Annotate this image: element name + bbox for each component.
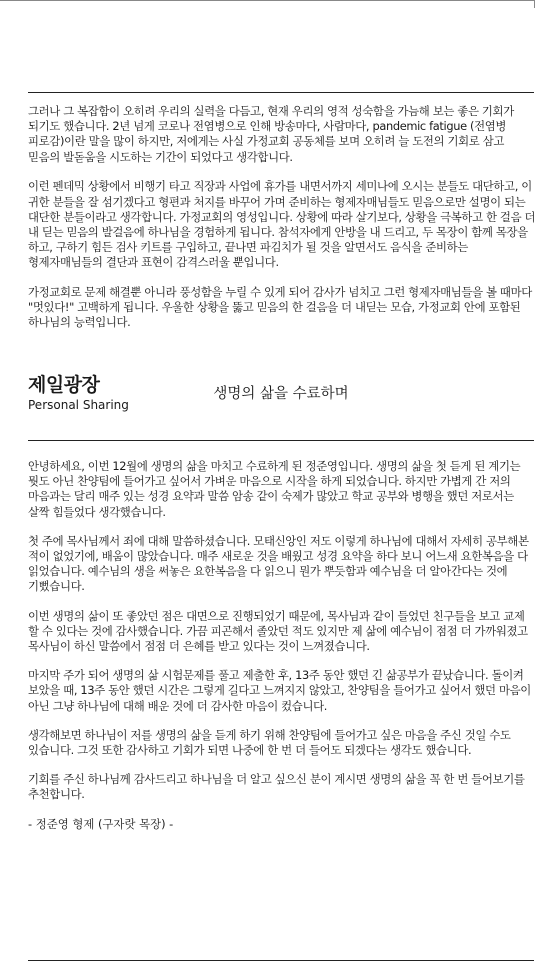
paragraph: 이런 펜데믹 상황에서 비행기 타고 직장과 사업에 휴가를 내면서까지 세미나에 오시는 분들도 대단하고, 이 귀한 분들을 잘 섬기겠다고 형편과 처지를 바꾸어 가며 준비하는 형제자매님들도 믿음으로만 설명이 되는 대단한 분들이라고 생각합니다. 가정교회의 영성입니다. 상황에 따라 살기보다, 상황을 극복하고 한 걸음 더 내 딛는 믿음의 발걸음에 하나님을 경험하게 됩니다. 참석자에게 안방을 내 드리고, 두 목장이 함께 목장을 하고, 구하기 힘든 검사 키트를 구입하고, 끝나면 파김치가 될 것을 알면서도 음식을 준비하는 형제자매님들의 결단과 표현이 감격스러울 뿐입니다. [28,179,535,270]
header-divider [28,440,534,441]
paragraph: 첫 주에 목사님께서 죄에 대해 말씀하셨습니다. 모태신앙인 저도 이렇게 하나님에 대해서 자세히 공부해본 적이 없었기에, 배움이 많았습니다. 매주 새로운 것을 배웠고 성경 요약을 하다 보니 어느새 요한복음을 다 읽었습니다. 예수님의 생을 써놓은 요한복음을 다 읽으니 뭔가 뿌듯함과 예수님을 더 알아간다는 것에 기뻤습니다. [28,533,529,594]
top-section [28,104,535,345]
article-title: 생명의 삶을 수료하며 [213,386,349,402]
paragraph: 안녕하세요, 이번 12월에 생명의 삶을 마치고 수료하게 된 정준영입니다. 생명의 삶을 첫 듣게 된 계기는 뭣도 아닌 찬양팀에 들어가고 싶어서 가벼운 마음으로 시작을 하게 되었습니다. 하지만 가볍게 간 저의 마음과는 달리 매주 있는 성경 요약과 말씀 암송 같이 숙제가 많았고 학교 공부와 병행을 했던 저로서는 살짝 힘들었다 생각했습니다. [28,459,521,519]
column-title: 제일광장 [28,374,100,396]
paragraph: 생각해보면 하나님이 저를 생명의 삶을 듣게 하기 위해 찬양팀에 들어가고 싶은 마음을 주신 것일 수도 있습니다. 그것 또한 감사하고 기회가 되면 나중에 한 번 더 들어도 되겠다는 생각도 했습니다. [28,727,511,758]
bottom-divider [28,960,534,961]
top-divider [28,92,534,93]
paragraph: 가정교회로 문제 해결뿐 아니라 풍성함을 누릴 수 있게 되어 감사가 넘치고 그런 형제자매님들을 볼 때마다 "멋있다!" 고백하게 됩니다. 우울한 상황을 뚫고 믿음의 한 걸음을 더 내딛는 모습, 가정교회 안에 포함된 하나님의 능력입니다. [28,285,532,330]
section-header [28,370,534,442]
paragraph: 그러나 그 복잡함이 오히려 우리의 실력을 다듬고, 현재 우리의 영적 성숙함을 가늠해 보는 좋은 기회가 되기도 했습니다. 2년 넘게 코로나 전염병으로 인해 방송마다, 사람마다, pandemic fatigue (전염병 피로감)이란 말을 많이 하지만, 저에게는 사실 가정교회 공동체를 보며 오히려 늘 도전의 기회로 삼고 믿음의 발돋움을 시도하는 기간이 되었다고 생각합니다. [28,104,514,164]
article-body [28,459,535,832]
page-frame [0,0,535,8]
paragraph: 마지막 주가 되어 생명의 삶 시험문제를 풀고 제출한 후, 13주 동안 했던 긴 삶공부가 끝났습니다. 돌이켜 보았을 때, 13주 동안 했던 시간은 그렇게 길다고 느껴지지 않았고, 찬양팀을 들어가고 싶어서 했던 마음이 아닌 그냥 하나님에 대해 배운 것에 더 감사한 마음이 컸습니다. [28,668,531,713]
paragraph: 기회를 주신 하나님께 감사드리고 하나님을 더 알고 싶으신 분이 계시면 생명의 삶을 꼭 한 번 들어보기를 추천합니다. [28,772,525,802]
paragraph: 이번 생명의 삶이 또 좋았던 점은 대면으로 진행되었기 때문에, 목사님과 같이 들었던 친구들을 보고 교제 할 수 있다는 것에 감사했습니다. 가끔 피곤해서 졸았던 적도 있지만 제 삶에 예수님이 점점 더 가까워졌고 목사님이 하신 말씀에서 점점 더 은혜를 받고 있다는 것이 느껴졌습니다. [28,608,528,654]
author-signature: - 정준영 형제 (구자랏 목장) - [28,816,174,831]
column-subtitle: Personal Sharing [28,398,129,412]
